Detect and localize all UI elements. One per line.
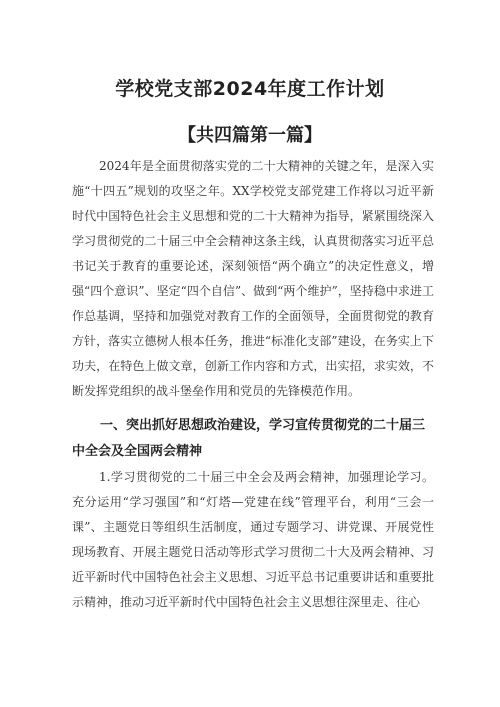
document-subtitle: 【共四篇第一篇】	[178, 125, 322, 146]
section-heading: 一、突出抓好思想政治建设，学习宣传贯彻党的二十届三中全会及全国两会精神	[72, 418, 426, 459]
item-paragraph: 1.学习贯彻党的二十届三中全会及两会精神，加强理论学习。充分运用“学习强国”和“灯塔—党建在线”管理平台，利用“三会一课”、主题党日等组织生活制度，通过专题学习、讲党课、开展党性现场教育、开展主题党日活动等形式学习贯彻二十大及两会精神、习近平新时代中国特色社会主义思想、习近平总书记重要讲话和重要批示精神，推动习近平新时代中国特色社会主义思想往深里走、往心	[72, 470, 434, 609]
intro-paragraph: 2024年是全面贯彻落实党的二十大精神的关键之年，是深入实施“十四五”规划的攻坚之年。XX学校党支部党建工作将以习近平新时代中国特色社会主义思想和党的二十大精神为指导，紧紧围绕深入学习贯彻党的二十届三中全会精神这条主线，认真贯彻落实习近平总书记关于教育的重要论述，深刻领悟“两个确立”的决定性意义，增强“四个意识”、坚定“四个自信”、做到“两个维护”，坚持稳中求进工作总基调，坚持和加强党对教育工作的全面领导，全面贯彻党的教育方针，落实立德树人根本任务，推进“标准化支部”建设，在务实上下功夫，在特色上做文章，创新工作内容和方式，出实招，求实效，不断发挥党组织的战斗堡垒作用和党员的先锋模范作用。	[72, 159, 434, 398]
document-title: 学校党支部2024年度工作计划	[115, 78, 385, 100]
